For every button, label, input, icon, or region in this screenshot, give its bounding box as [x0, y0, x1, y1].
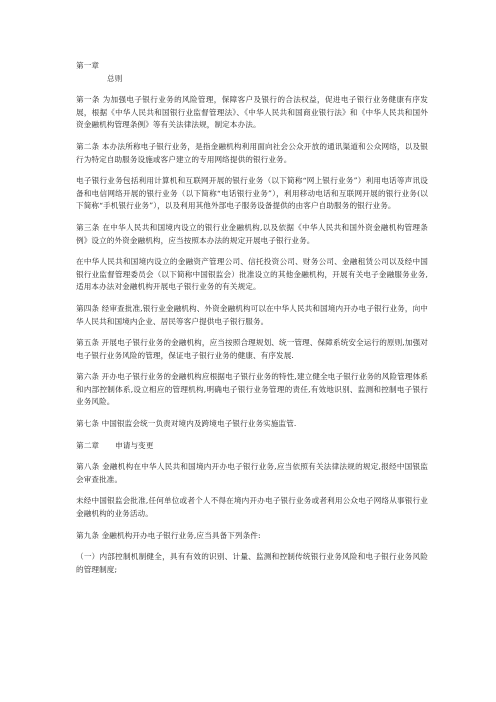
- article-8-paragraph-2: 未经中国银监会批准,任何单位或者个人不得在境内开办电子银行业务或者利用公众电子网络从事银行业金融机构的业务活动。: [76, 496, 428, 519]
- article-7: 第七条 中国银监会统一负责对境内及跨境电子银行业务实施监管.: [76, 419, 297, 429]
- article-1: 第一条 为加强电子银行业务的风险管理，保障客户及银行的合法权益，促进电子银行业务健康有序发展，根据《中华人民共和国银行业监督管理法》、《中华人民共和国商业银行法》和《中华人民共和国外资金融机构管理条例》等有关法律法规，制定本办法。: [76, 95, 428, 130]
- chapter-1-number: 第一章: [76, 61, 100, 70]
- chapter-2-title: 申请与变更: [115, 440, 154, 450]
- chapter-2-heading: [76, 440, 428, 453]
- article-9-item-1: （一）内部控制机制健全，具有有效的识别、计量、监测和控制传统银行业务风险和电子银行业务风险的管理制度;: [76, 552, 428, 574]
- article-3-paragraph-2: 在中华人民共和国境内设立的金融资产管理公司、信托投资公司、财务公司、金融租赁公司以及经中国银行业监督管理委员会（以下简称中国银监会）批准设立的其他金融机构，开展有关电子金融服务业务,适用本办法对金融机构开展电子银行业务的有关规定。: [76, 257, 428, 292]
- article-8: 第八条 金融机构在中华人民共和国境内开办电子银行业务,应当依照有关法律法规的规定,报经中国银监会审查批准。: [76, 462, 428, 484]
- chapter-2-number: 第二章: [76, 440, 100, 450]
- article-2-paragraph-2: 电子银行业务包括利用计算机和互联网开展的银行业务（以下简称“网上银行业务”）利用电话等声讯设备和电信网络开展的银行业务（以下简称“电话银行业务”），利用移动电话和互联网开展的银行业务(以下简称“手机银行业务”），以及利用其他外部电子服务设备提供的由客户自助服务的银行业务。: [76, 176, 428, 211]
- article-5: 第五条 开展电子银行业务的金融机构，应当按照合理规划、统一管理、保障系统安全运行的原则,加强对电子银行业务风险的管理，保证电子银行业务的健康、有序发展.: [76, 338, 428, 360]
- chapter-1-title: 总则: [107, 73, 123, 83]
- article-2: 第二条 本办法所称电子银行业务，是指金融机构利用面向社会公众开放的通讯渠道和公众网络，以及银行为特定自助服务设施或客户建立的专用网络提供的银行业务。: [76, 141, 428, 164]
- document-body: [76, 60, 428, 585]
- article-6: 第六条 开办电子银行业务的金融机构应根据电子银行业务的特性,建立健全电子银行业务的风险管理体系和内部控制体系,设立相应的管理机构,明确电子银行业务管理的责任,有效地识别、监测和控制电子银行业务风险。: [76, 372, 428, 407]
- article-3: 第三条 在中华人民共和国境内设立的银行业金融机构,以及依据《中华人民共和国外资金融机构管理条例》设立的外资金融机构，应当按照本办法的规定开展电子银行业务。: [76, 222, 428, 245]
- article-4: 第四条 经审查批准,银行业金融机构、外资金融机构可以在中华人民共和国境内开办电子银行业务，向中华人民共和国境内企业、居民等客户提供电子银行服务。: [76, 303, 428, 326]
- article-9: 第九条 金融机构开办电子银行业务,应当具备下列条件:: [76, 530, 261, 540]
